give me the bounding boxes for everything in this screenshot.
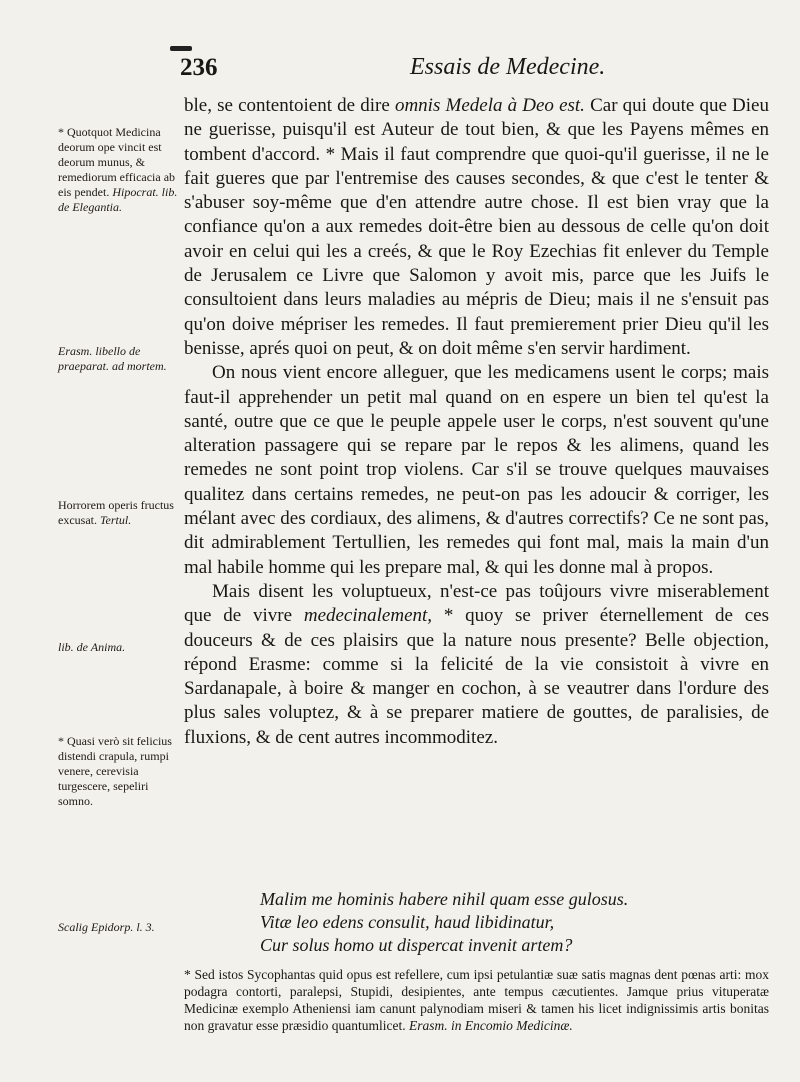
paragraph-text: * quoy se priver éternellement de ces douceurs & de ces plaisirs que la nature nous presente? Belle objection, répond Erasme: comme si la felicité de la vie consistoit à vivre en Sardanapale, à boire & manger en cochon, à se veautrer dans l'ordure des plus sales voluptez, & à se preparer matiere de gouttes, de paralisies, de fluxions, & de cent autres incommoditez. (184, 605, 769, 748)
margin-note-ref: Erasm. libello de praeparat. ad mortem. (58, 344, 167, 373)
paragraph-text: Car qui doute que Dieu ne guerisse, puisqu'il est Auteur de tout bien, & que les Payens mêmes en tombent d'accord. * Mais il faut comprendre que quoi-qu'il guerisse, il ne le fait gueres que par l'entremise des causes secondes, & que c'est le tenter & s'abuser soy-même que d'en attendre autre chose. Il est bien vray que la confiance qu'on a aux remedes doit-être bien au dessous de celle qu'on doit avoir en celui qui les a creés, & que le Roy Ezechias fit enlever du Temple de Jerusalem ce Livre que Salomon y avoit mis, parce que les Juifs le consultoient dans leurs maladies au mépris de Dieu; mais il ne s'ensuit pas qu'on doive mépriser les remedes. Il faut premierement prier Dieu qu'il les benisse, aprés quoi on peut, & on doit même s'en servir hardiment. (184, 95, 769, 359)
main-text (184, 94, 769, 750)
verse-line: Vitæ leo edens consulit, haud libidinatur, (260, 912, 555, 932)
italic-word: medecinalement, (303, 605, 433, 627)
running-head (180, 54, 780, 90)
margin-note (58, 640, 183, 655)
footnote-ref: Erasm. in Encomio Medicinæ. (408, 1018, 573, 1033)
margin-note-text: * Quasi verò sit felicius distendi crapula, rumpi venere, cerevisia turgescere, sepeliri somno. (58, 734, 172, 808)
latin-quote: omnis Medela à Deo est. (394, 95, 585, 116)
paragraph-text: Mais disent les voluptueux, n'est-ce pas toûjours vivre miserablement que de vivre (184, 580, 769, 627)
footnote (184, 966, 769, 1034)
margin-note (58, 498, 183, 528)
running-title: Essais de Medecine. (410, 54, 606, 80)
margin-note-text: Horrorem operis fructus excusat. (58, 498, 174, 527)
verse-line: Cur solus homo ut dispercat invenit artem? (260, 935, 573, 955)
paragraph-text: On nous vient encore alleguer, que les medicamens usent le corps; mais faut-il apprehender un petit mal quand on en espere un bien tel qu'est la santé, outre que ce que le peuple appele user le corps, n'est souvent qu'une alteration passagere qui se repare par le repos & les alimens, quand les remedes ne sont point trop violens. Car s'il se trouve quelques mauvaises qualitez dans certains remedes, ne peut-on pas les adoucir & corriger, les mélant avec des cordiaux, des alimens, & d'autres correctifs? Ce ne sont pas, dit admirablement Tertullien, les remedes qui font mal, mais la main d'un mal habile homme qui les prepare mal, & qui les donne mal à propos. (184, 362, 769, 578)
margin-note-ref: lib. de Anima. (58, 640, 126, 654)
margin-note-ref: Tertul. (99, 513, 132, 527)
latin-verse (260, 888, 760, 957)
margin-note (58, 734, 183, 809)
paragraph-1 (184, 94, 769, 361)
margin-note (58, 125, 183, 215)
footnote-text: * Sed istos Sycophantas quid opus est refellere, cum ipsi petulantiæ suæ satis magnas dent pœnas arti: mox podagra contorti, paralepsi, Stupidi, desipientes, ante tempus cæcutientes. Jamque prius vituperatæ Medicinæ exemplo Atheniensi iam canunt palynodiam miseri & tamen his licet indignissimis artis bonitas non gravatur esse præsidio quantumlicet. (184, 967, 769, 1033)
margin-note (58, 920, 183, 935)
verse-line: Malim me hominis habere nihil quam esse gulosus. (260, 889, 629, 909)
paragraph-text: ble, se contentoient de dire (184, 95, 390, 116)
margin-note (58, 344, 183, 374)
paragraph-2 (184, 361, 769, 580)
margin-note-ref: Scalig Epidorp. l. 3. (58, 920, 155, 934)
margin-note-ref: Hipocrat. lib. de Elegantia. (58, 185, 178, 214)
printer-dash (170, 46, 192, 51)
margin-note-text: * Quotquot Medicina deorum ope vincit est deorum munus, & remediorum efficacia ab eis pendet. (58, 125, 176, 199)
page-number: 236 (180, 54, 218, 81)
paragraph-3 (184, 580, 769, 750)
